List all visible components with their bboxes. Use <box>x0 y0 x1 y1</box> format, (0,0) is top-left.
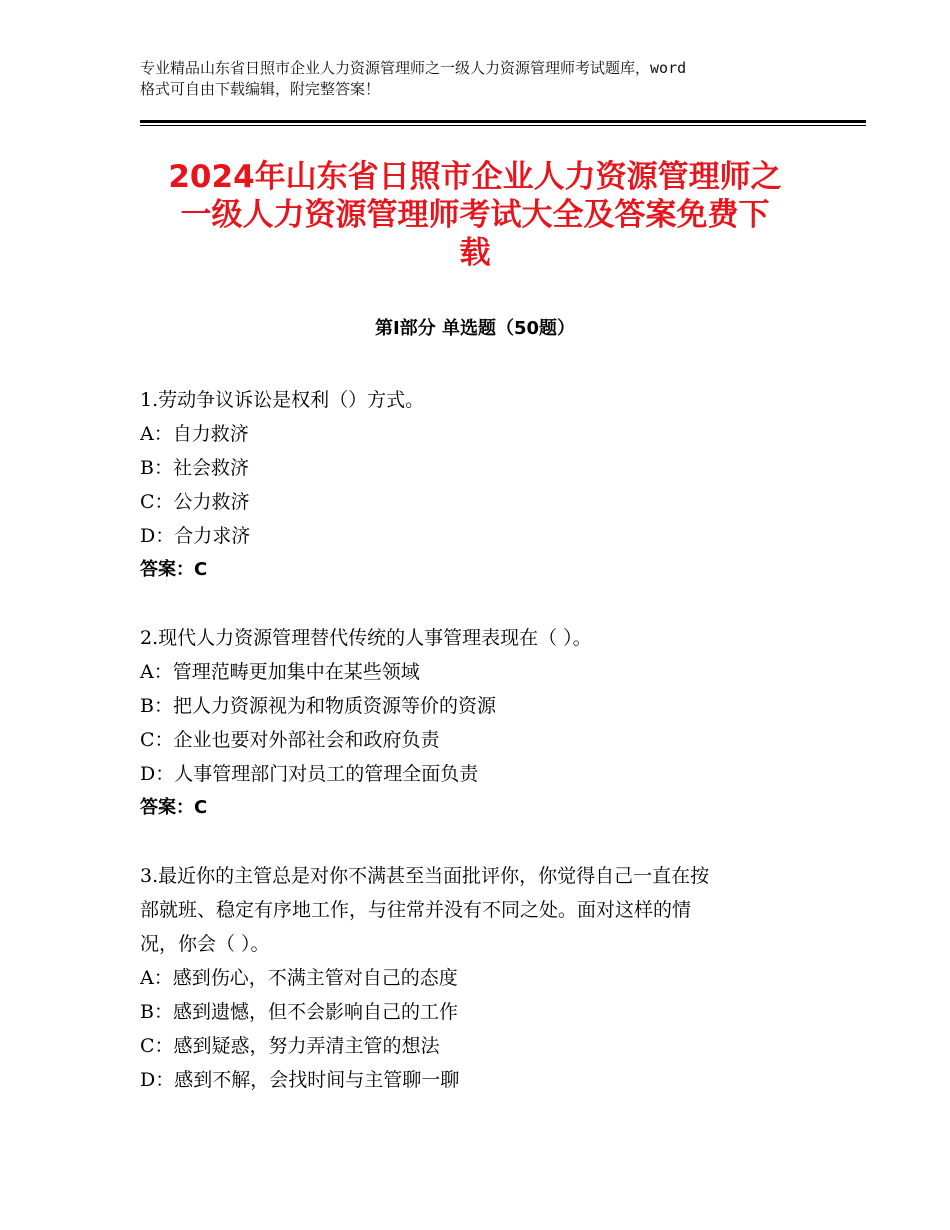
option-c: C：公力救济 <box>140 491 250 513</box>
option-a: A：自力救济 <box>140 423 249 445</box>
title-line-2: 一级人力资源管理师考试大全及答案免费下 <box>180 197 770 233</box>
option-a: A：管理范畴更加集中在某些领域 <box>140 661 420 683</box>
question-stem-line-3: 况，你会（ ）。 <box>140 933 270 955</box>
title-line-1: 2024年山东省日照市企业人力资源管理师之 <box>168 159 782 195</box>
header-line-1: 专业精品山东省日照市企业人力资源管理师之一级人力资源管理师考试题库，word <box>140 59 687 77</box>
question-stem-line-1: 3.最近你的主管总是对你不满甚至当面批评你，你觉得自己一直在按 <box>140 865 710 887</box>
option-b: B：社会救济 <box>140 457 249 479</box>
option-d: D：人事管理部门对员工的管理全面负责 <box>140 763 479 785</box>
question-list <box>140 383 810 1131</box>
question-stem-line-2: 部就班、稳定有序地工作，与往常并没有不同之处。面对这样的情 <box>140 899 692 921</box>
answer-line: 答案：C <box>140 797 208 818</box>
option-a: A：感到伤心，不满主管对自己的态度 <box>140 967 458 989</box>
option-b: B：感到遗憾，但不会影响自己的工作 <box>140 1001 458 1023</box>
question-3 <box>140 859 810 1097</box>
question-1 <box>140 383 810 587</box>
option-b: B：把人力资源视为和物质资源等价的资源 <box>140 695 496 717</box>
option-c: C：感到疑惑，努力弄清主管的想法 <box>140 1035 440 1057</box>
page-header <box>140 58 830 100</box>
question-2 <box>140 621 810 825</box>
option-d: D：感到不解，会找时间与主管聊一聊 <box>140 1069 460 1091</box>
answer-line: 答案：C <box>140 559 208 580</box>
question-stem: 1.劳动争议诉讼是权利（）方式。 <box>140 389 425 411</box>
option-c: C：企业也要对外部社会和政府负责 <box>140 729 440 751</box>
header-rule-thick <box>140 120 866 123</box>
header-rule-thin <box>140 125 866 126</box>
title-line-3: 载 <box>459 235 491 271</box>
header-line-2: 格式可自由下载编辑，附完整答案！ <box>140 80 381 98</box>
section-heading: 第Ⅰ部分 单选题（50题） <box>374 318 575 339</box>
option-d: D：合力求济 <box>140 525 251 547</box>
document-title <box>120 158 830 272</box>
question-stem: 2.现代人力资源管理替代传统的人事管理表现在（ ）。 <box>140 627 592 649</box>
